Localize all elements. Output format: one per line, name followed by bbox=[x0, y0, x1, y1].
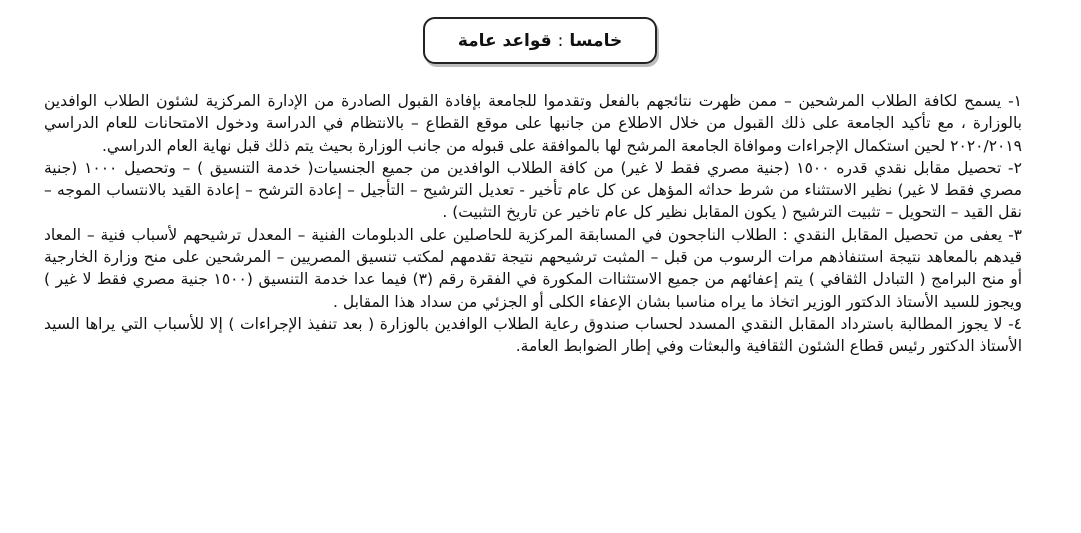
rules-text-body bbox=[44, 90, 1022, 358]
rule-paragraph-4: ٤- لا يجوز المطالبة باسترداد المقابل النقدي المسدد لحساب صندوق رعاية الطلاب الوافدين بالوزارة ( بعد تنفيذ الإجراءات ) إلا للأسباب التي يراها السيد الأستاذ الدكتور رئيس قطاع الشئون الثقافية والبعثات وفي إطار الضوابط العامة. bbox=[44, 314, 1022, 356]
section-heading-separator: : bbox=[557, 30, 564, 51]
rule-paragraph-2: ٢- تحصيل مقابل نقدي قدره ١٥٠٠ (جنية مصري فقط لا غير) من كافة الطلاب الوافدين من جميع الجنسيات( خدمة التنسيق ) – وتحصيل ١٠٠٠ (جنية مصري فقط لا غير) نظير الاستثناء من شرط حداثه المؤهل عن كل عام تأخير - تعديل الترشيح – التأجيل – إعادة الترشح – إعادة القيد بالانتساب الموجه – نقل القيد – التحويل – تثبيت الترشيح ( يكون المقابل نظير كل عام تاخير عن تاريخ التثبيت) . bbox=[44, 158, 1022, 222]
section-heading-box bbox=[423, 17, 657, 64]
section-heading-title: قواعد عامة bbox=[457, 30, 552, 51]
rule-paragraph-1: ١- يسمح لكافة الطلاب المرشحين – ممن ظهرت نتائجهم بالفعل وتقدموا للجامعة بإفادة القبول الصادرة من الإدارة المركزية لشئون الطلاب الوافدين بالوزارة ، مع تأكيد الجامعة على ذلك القبول من خلال الاطلاع من جانبها على موقع القطاع – بالانتظام في الدراسة ودخول الامتحانات للعام الدراسي ٢٠٢٠/٢٠١٩ لحين استكمال الإجراءات وموافاة الجامعة المرشح لها بالموافقة على قبوله من جانب الوزارة بحيث يتم ذلك قبل نهاية العام الدراسي. bbox=[44, 92, 1022, 155]
rule-paragraph-3: ٣- يعفى من تحصيل المقابل النقدي : الطلاب الناجحون في المسابقة المركزية للحاصلين على الدبلومات الفنية – المعدل ترشيحهم لأسباب فنية – المعاد قيدهم بالمعاهد نتيجة استنفاذهم مرات الرسوب من قبل – المثبت ترشيحهم نتيجة تقدمهم لمكتب تنسيق المصريين – المرشحين على منح وزارة الخارجية أو منح البرامج ( التبادل الثقافي ) يتم إعفائهم من جميع الاستثناات المكورة في الفقرة رقم (٣) فيما عدا خدمة التنسيق (١٥٠٠ جنية مصري فقط لا غير ) ويجوز للسيد الأستاذ الدكتور الوزير اتخاذ ما يراه مناسبا بشان الإعفاء الكلى أو الجزئي من سداد هذا المقابل . bbox=[44, 225, 1023, 311]
section-heading-number: خامسا bbox=[569, 30, 623, 51]
